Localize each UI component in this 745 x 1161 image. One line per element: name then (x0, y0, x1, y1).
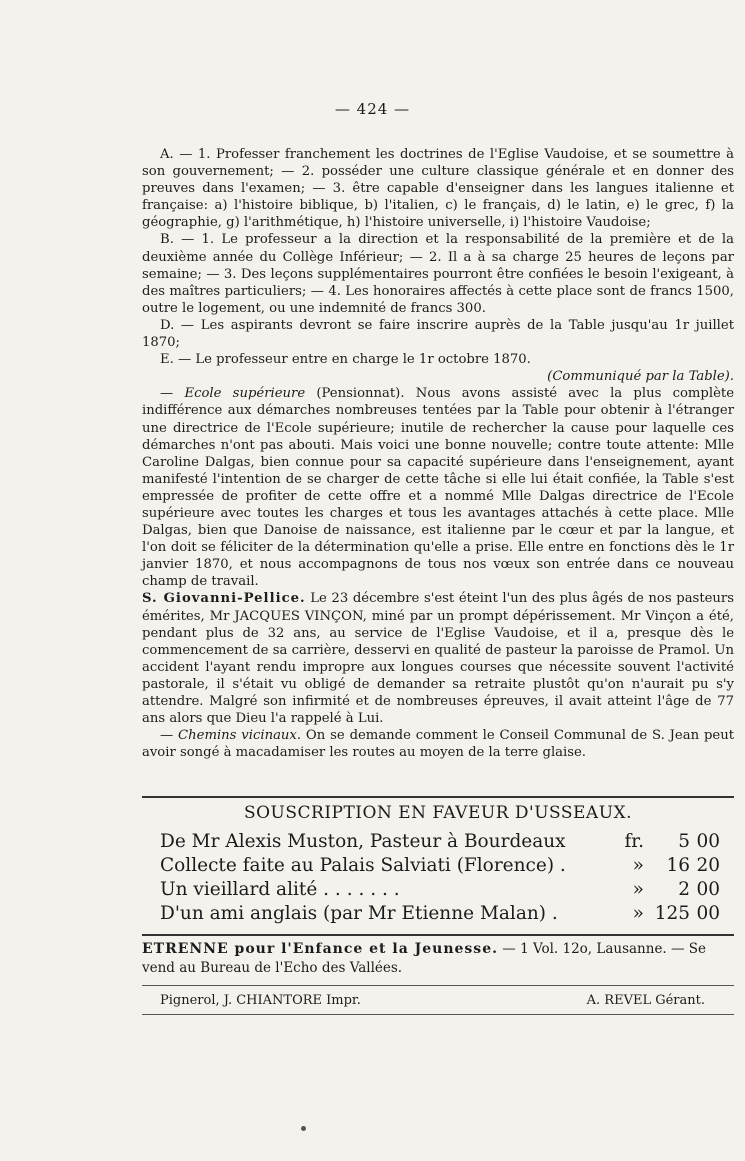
chemins-lead: — Chemins vicinaux. (160, 728, 302, 744)
footer (160, 992, 705, 1010)
divider-middle (142, 934, 734, 936)
paragraph-e-text: Le professeur entre en charge le 1r octobre 1870. (191, 352, 531, 368)
ecole-text: (Pensionnat). Nous avons assisté avec la plus complète indifférence aux démarches nombreuses tentées par la Table pour obtenir à l'étranger une directrice de l'Ecole supérieure; inutile de rechercher la cause pour laquelle ces démarches n'ont pas abouti. Mais voici une bonne nouvelle; contre toute attente: Mlle Caroline Dalgas, bien connue pour sa capacité supérieure dans l'enseignement, ayant manifesté l'intention de se charger de cette tâche si elle lui était confiée, la Table s'est empressée de profiter de cette offre et a nommé Mlle Dalgas directrice de l'Ecole supérieure avec toutes les charges et tous les avantages attachés à cette place. Mlle Dalgas, bien que Danoise de naissance, est italienne par le cœur et par la langue, et l'on doit se féliciter de la détermination qu'elle a prise. Elle entre en fonctions dès le 1r janvier 1870, et nous accompagnons de tous nos vœux son entrée dans ce nouveau champ de travail. (142, 386, 734, 590)
subscription-cents: 00 (696, 879, 720, 900)
subscription-francs: 2 (678, 879, 690, 900)
subscription-currency: » (632, 903, 644, 924)
paragraph-b-text: Le professeur a la direction et la responsabilité de la première et de la deuxième année du Collège Inférieur; — 2. Il a à sa charge 25 heures de leçons par semaine; — 3. Des leçons supplémentaires pourront être confiées le besoin l'exigeant, à des maîtres particuliers; — 4. Les honoraires affectés à cette place sont de francs 1500, outre le logement, ou une indemnité de francs 300. (142, 232, 734, 316)
paragraph-a (142, 146, 734, 231)
subscription-currency: fr. (624, 831, 644, 852)
paragraph-a-lead: A. — 1. (160, 147, 211, 162)
ecole-lead: — Ecole supérieure (160, 386, 306, 402)
subscription-francs: 5 (678, 831, 690, 852)
paragraph-d (142, 317, 734, 351)
subscription-row (160, 902, 720, 926)
paragraph-d-text: Les aspirants devront se faire inscrire auprès de la Table jusqu'au 1r juillet 1870; (142, 317, 734, 351)
paragraph-d-lead: D. — (160, 317, 195, 333)
subscription-cents: 00 (696, 831, 720, 852)
chemins-paragraph (142, 727, 734, 761)
subscription-row (160, 854, 720, 878)
paragraph-e-lead: E. — (160, 352, 192, 368)
etrenne-notice (142, 940, 736, 978)
giovanni-text: Le 23 décembre s'est éteint l'un des plus âgés de nos pasteurs émérites, Mr JACQUES VINÇON, miné par un prompt dépérissement. Mr Vinçon a été, pendant plus de 32 ans, au service de l'Eglise Vaudoise, et il a, presque dès le commencement de sa carrière, desservi en qualité de pasteur la paroisse de Pramol. Un accident l'ayant rendu impropre aux longues courses que nécessite souvent l'activité pastorale, il s'était vu obligé de demander sa retraite plustôt qu'on n'aurait pu s'y attendre. Malgré son infirmité et de nombreuses épreuves, il avait atteint l'âge de 77 ans alors que Dieu l'a rappelé à Lui. (142, 591, 734, 727)
subscription-label: De Mr Alexis Muston, Pasteur à Bourdeaux (160, 831, 566, 852)
subscription-label: Un vieillard alité . . . . . . . (160, 879, 400, 900)
signature: (Communiqué par la Table). (547, 369, 734, 385)
paragraph-e (142, 351, 734, 368)
giovanni-paragraph (142, 590, 734, 727)
giovanni-lead: S. Giovanni-Pellice. (142, 591, 306, 607)
subscription-francs: 16 (666, 855, 690, 876)
printer-credit: Pignerol, J. CHIANTORE Impr. (160, 993, 361, 1008)
paragraph-b (142, 231, 734, 316)
paragraph-b-lead: B. — 1. (160, 232, 215, 248)
subscription-label: Collecte faite au Palais Salviati (Florence) . (160, 855, 566, 876)
subscription-francs: 125 (654, 903, 690, 924)
page-number: — 424 — (334, 100, 411, 118)
article-body (142, 146, 734, 761)
etrenne-title: ETRENNE pour l'Enfance et la Jeunesse. (142, 941, 498, 957)
subscription-title: SOUSCRIPTION EN FAVEUR D'USSEAUX. (243, 803, 633, 823)
divider-bottom (142, 1014, 734, 1015)
ink-mark (301, 1126, 306, 1131)
subscription-row (160, 830, 720, 854)
subscription-label: D'un ami anglais (par Mr Etienne Malan) . (160, 903, 558, 924)
divider-footer (142, 985, 734, 986)
paragraph-a-text: Professer franchement les doctrines de l'Eglise Vaudoise, et se soumettre à son gouvernement; — 2. posséder une culture classique générale et en donner des preuves dans l'examen; — 3. être capable d'enseigner dans les langues italienne et française: a) l'histoire biblique, b) l'italien, c) le français, d) le latin, e) le grec, f) la géographie, g) l'arithmétique, h) l'histoire universelle, i) l'histoire Vaudoise; (142, 147, 734, 231)
subscription-cents: 20 (696, 855, 720, 876)
manager-credit: A. REVEL Gérant. (586, 993, 705, 1008)
subscription-cents: 00 (696, 903, 720, 924)
etrenne-text: — 1 Vol. 12o, Lausanne. — Se vend au Bureau de l'Echo des Vallées. (142, 941, 707, 976)
subscription-currency: » (632, 879, 644, 900)
subscription-currency: » (632, 855, 644, 876)
chemins-text: On se demande comment le Conseil Communal de S. Jean peut avoir songé à macadamiser les routes au moyen de la terre glaise. (142, 728, 734, 761)
subscription-row (160, 878, 720, 902)
ecole-paragraph (142, 385, 734, 590)
divider-top (142, 796, 734, 798)
